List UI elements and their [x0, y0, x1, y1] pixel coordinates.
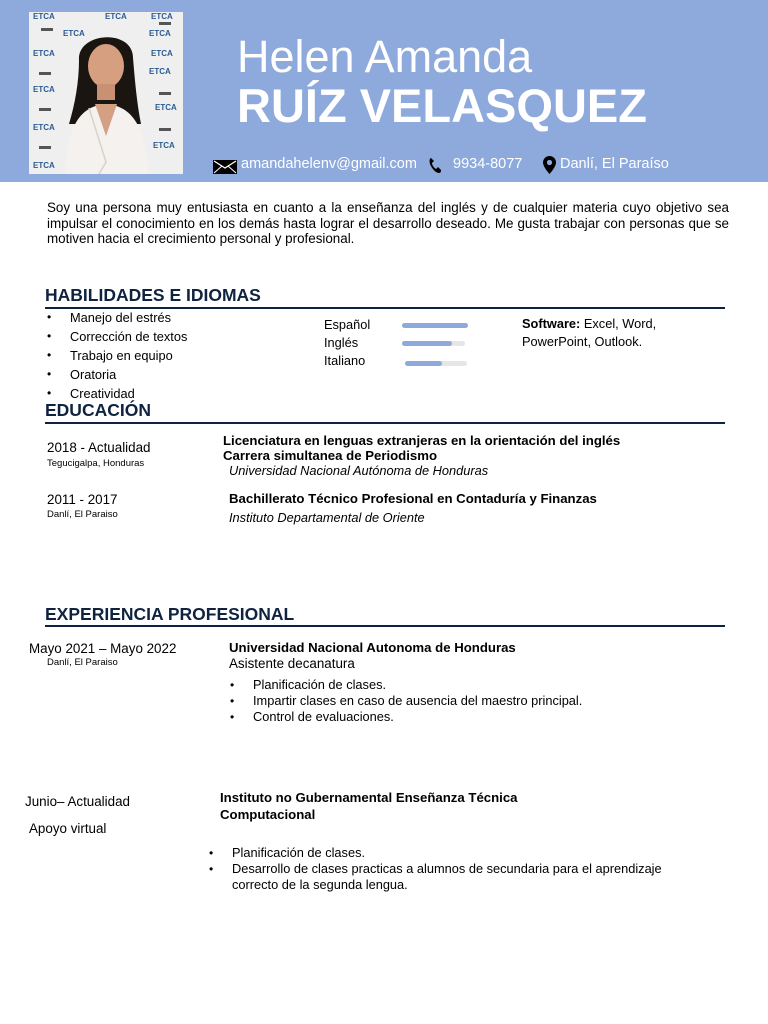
section-divider — [45, 422, 725, 424]
education-institution: Instituto Departamental de Oriente — [229, 510, 425, 525]
location-text: Danlí, El Paraíso — [560, 156, 669, 172]
experience-role: Asistente decanatura — [229, 656, 355, 671]
language-level-fill — [402, 323, 468, 328]
phone-number[interactable]: 9934-8077 — [453, 156, 523, 172]
language-level-bar — [402, 323, 468, 328]
software-label: Software: — [522, 316, 581, 331]
skills-list — [47, 308, 187, 403]
duty-item: • Control de evaluaciones. — [229, 709, 582, 725]
header-banner — [0, 0, 768, 182]
last-names: RUÍZ VELASQUEZ — [237, 79, 647, 132]
education-date: 2011 - 2017 — [47, 492, 118, 507]
software-skills — [522, 315, 682, 351]
experience-duties — [208, 845, 688, 893]
backdrop-logo-text: ETCA — [63, 29, 85, 38]
backdrop-logo-text: ETCA — [151, 49, 173, 58]
skills-section-title: HABILIDADES E IDIOMAS — [45, 285, 261, 305]
map-pin-icon — [543, 156, 556, 174]
software-value: Excel, Word, PowerPoint, Outlook. — [522, 316, 657, 349]
backdrop-logo-text: ETCA — [33, 161, 55, 170]
experience-employer-secondary: Computacional — [220, 807, 316, 822]
backdrop-logo-text: ETCA — [33, 49, 55, 58]
profile-photo — [29, 12, 183, 174]
backdrop-logo-text: ETCA — [151, 12, 173, 21]
experience-role: Apoyo virtual — [29, 821, 107, 836]
backdrop-logo-text: ETCA — [149, 29, 171, 38]
envelope-icon — [213, 160, 237, 174]
education-degree: Bachillerato Técnico Profesional en Contaduría y Finanzas — [229, 491, 597, 506]
duty-item: • Planificación de clases. — [208, 845, 688, 861]
backdrop-logo-text: ETCA — [33, 85, 55, 94]
language-name: Inglés — [324, 335, 359, 350]
email-link[interactable]: amandahelenv@gmail.com — [241, 156, 417, 172]
experience-employer: Instituto no Gubernamental Enseñanza Técnica — [220, 790, 518, 805]
language-level-fill — [405, 361, 442, 366]
education-section-title: EDUCACIÓN — [45, 400, 151, 420]
duty-item: • Planificación de clases. — [229, 677, 582, 693]
education-location: Tegucigalpa, Honduras — [47, 458, 145, 469]
education-degree: Licenciatura en lenguas extranjeras en la orientación del inglés — [223, 433, 621, 448]
backdrop-logo-text: ETCA — [149, 67, 171, 76]
backdrop-logo-text: ETCA — [33, 12, 55, 21]
duty-item: • Impartir clases en caso de ausencia del maestro principal. — [229, 693, 582, 709]
phone-icon — [429, 157, 442, 174]
language-level-bar — [405, 361, 467, 366]
skill-item: • Trabajo en equipo — [47, 346, 187, 365]
skill-item: • Oratoria — [47, 365, 187, 384]
education-degree-secondary: Carrera simultanea de Periodismo — [223, 448, 438, 463]
experience-section-title: EXPERIENCIA PROFESIONAL — [45, 604, 295, 624]
backdrop-logo-text: ETCA — [153, 141, 175, 150]
education-institution: Universidad Nacional Autónoma de Honduras — [229, 463, 489, 478]
language-level-fill — [402, 341, 452, 346]
education-location: Danlí, El Paraiso — [47, 509, 118, 520]
backdrop-logo-text: ETCA — [155, 103, 177, 112]
skill-item: • Manejo del estrés — [47, 308, 187, 327]
experience-date: Junio– Actualidad — [25, 794, 130, 809]
backdrop-logo-text: ETCA — [105, 12, 127, 21]
experience-date: Mayo 2021 – Mayo 2022 — [29, 641, 177, 656]
education-date: 2018 - Actualidad — [47, 440, 151, 455]
experience-location: Danlí, El Paraiso — [47, 657, 118, 668]
first-names: Helen Amanda — [237, 31, 533, 82]
language-name: Italiano — [324, 353, 366, 368]
duty-item: • Desarrollo de clases practicas a alumnos de secundaria para el aprendizaje correcto de la segunda lengua. — [208, 861, 688, 893]
skill-item: • Corrección de textos — [47, 327, 187, 346]
language-name: Español — [324, 317, 371, 332]
experience-duties — [229, 677, 582, 725]
backdrop-logo-text: ETCA — [33, 123, 55, 132]
profile-summary: Soy una persona muy entusiasta en cuanto a la enseñanza del inglés y de cualquier materia cuyo objetivo sea impulsar el conocimiento en los demás hasta lograr el desarrollo deseado. Me gusta trabajar con personas que se motiven hacia el crecimiento personal y profesional. — [47, 200, 729, 246]
section-divider — [45, 625, 725, 627]
experience-employer: Universidad Nacional Autonoma de Honduras — [229, 640, 516, 655]
photo-illustration — [29, 12, 183, 174]
language-level-bar — [402, 341, 465, 346]
skill-item: • Creatividad — [47, 384, 187, 403]
